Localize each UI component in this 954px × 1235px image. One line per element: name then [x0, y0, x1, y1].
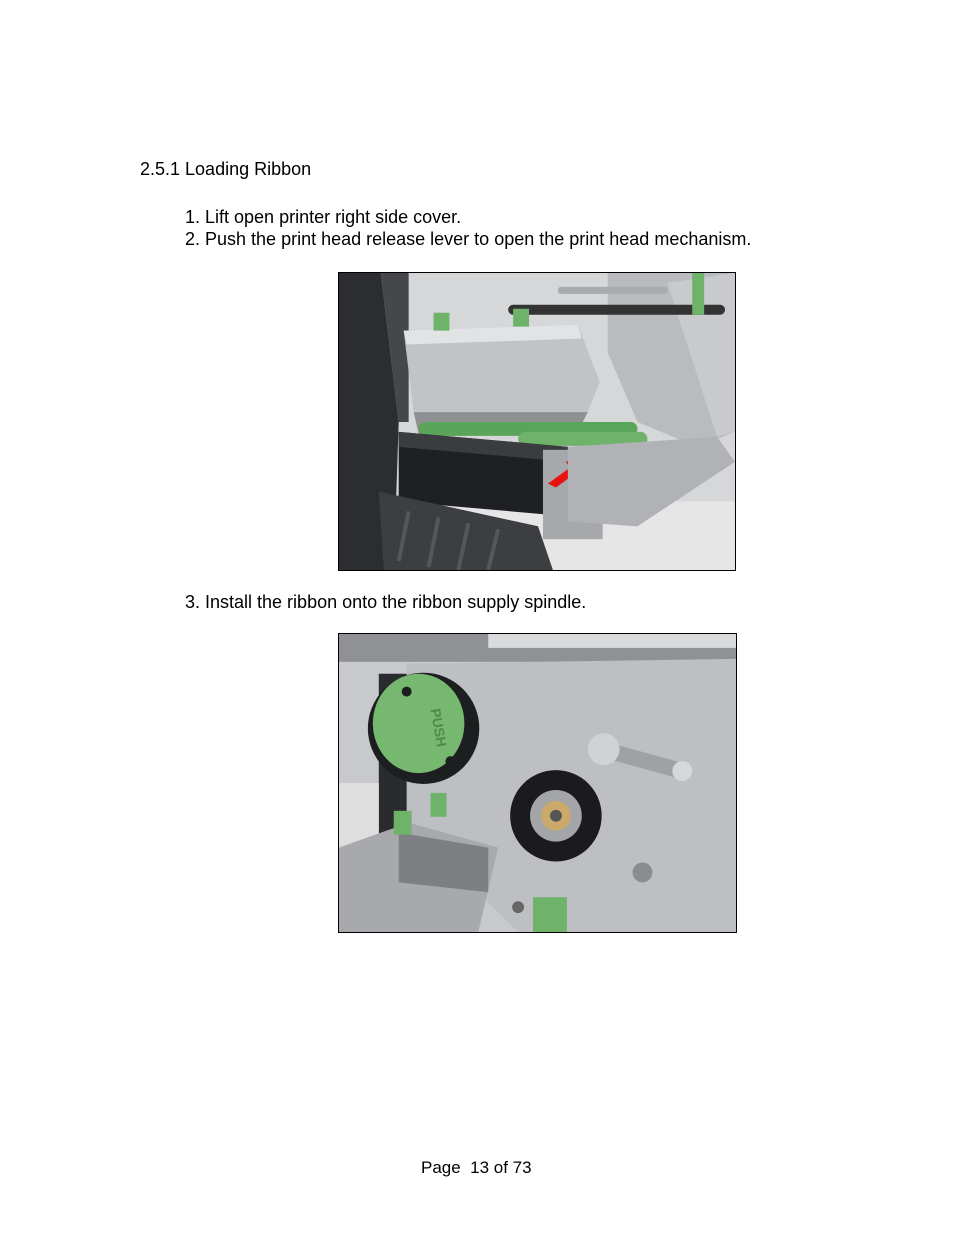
print-head-photo: [338, 272, 736, 571]
step-3: 3. Install the ribbon onto the ribbon supply spindle.: [185, 592, 587, 612]
step-2: 2. Push the print head release lever to open the print head mechanism.: [185, 229, 752, 249]
push-knob-label: PUSH: [427, 707, 451, 749]
step-1: 1. Lift open printer right side cover.: [185, 207, 462, 227]
ribbon-spindle-photo: [338, 633, 737, 933]
page-number: Page 13 of 73: [421, 1158, 532, 1177]
section-heading: 2.5.1 Loading Ribbon: [140, 159, 312, 179]
